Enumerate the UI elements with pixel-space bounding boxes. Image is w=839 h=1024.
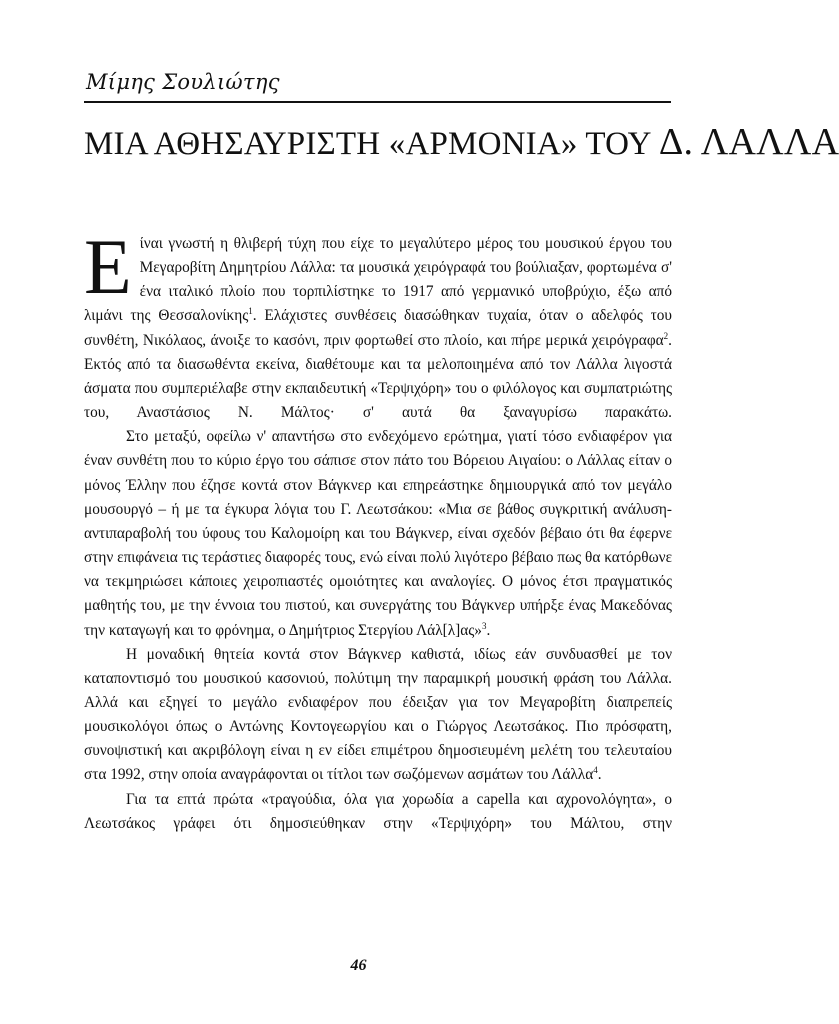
paragraph-text: . Ελάχιστες συνθέσεις διασώθηκαν τυχαία, όταν ο αδελφός του συνθέτη, Νικόλαος, άνοιξε το κασόνι, πριν φορτωθεί στο πλοίο, και πήρε μερικά χειρόγραφα — [84, 307, 672, 349]
paragraph-tail: . — [597, 766, 602, 784]
drop-cap: Ε — [84, 223, 132, 310]
paragraph-4 — [84, 788, 672, 836]
paragraph-text: Για τα επτά πρώτα «τραγούδια, όλα για χορωδία a capella και αχρονολόγητα», ο Λεωτσάκος γράφει ότι δημοσιεύθηκαν στην «Τερψιχόρη» του Μάλτου, στην — [84, 790, 672, 832]
paragraph-text: Η μοναδική θητεία κοντά στον Βάγκνερ καθιστά, ιδίως εάν συνδυασθεί με τον καταποντισμό του μουσικού κασονιού, πολύτιμη την παραμικρή μουσική φράση του Λάλλα. Αλλά και εξηγεί το μεγάλο ενδιαφέρον που έδειξαν για τον Μεγαροβίτη διαπρεπείς μουσικολόγοι όπως ο Αντώνης Κοντογεωργίου και ο Γιώργος Λεωτσάκος. Πιο πρόσφατη, συνοψιστική και ακριβόλογη είναι η εν είδει επιμέτρου δημοσιευμένη μελέτη του τελευταίου στα 1992, στην οποία αναγράφονται οι τίτλοι των σωζόμενων ασμάτων του Λάλλα — [84, 645, 672, 784]
paragraph-1 — [84, 223, 672, 425]
title-name: Δ. ΛΑΛΛΑ — [658, 121, 839, 163]
title-main: ΜΙΑ ΑΘΗΣΑΥΡΙΣΤΗ «ΑΡΜΟΝΙΑ» ΤΟΥ — [84, 126, 651, 162]
footnote-ref: 4 — [593, 765, 598, 776]
footnote-ref: 1 — [248, 306, 253, 317]
paragraph-3 — [84, 643, 672, 788]
paragraph-text: . Εκτός από τα διασωθέντα εκείνα, διαθέτουμε και τα μελοποιημένα από τον Λάλλα λιγοστά άσματα που συμπεριέλαβε στην εκπαιδευτική «Τερψιχόρη» του ο φιλόλογος και συμπατριώτης του, Αναστάσιος Ν. Μάλτος· σ' αυτά θα ξαναγυρίσω παρακάτω. — [84, 331, 672, 422]
paragraph-tail: . — [486, 621, 491, 639]
author-name: Μίμης Σουλιώτης — [86, 70, 280, 94]
footnote-ref: 2 — [663, 330, 669, 341]
paragraph-text: Στο μεταξύ, οφείλω ν' απαντήσω στο ενδεχόμενο ερώτημα, γιατί τόσο ενδιαφέρον για έναν συνθέτη που το κύριο έργο του σάπισε στον πάτο του Βόρειου Αιγαίου: ο Λάλλας είταν ο μόνος Έλλην που έζησε κοντά στον Βάγκνερ και επηρεάστηκε δημιουργικά από τον μεγάλο μουσουργό – ή με τα έγκυρα λόγια του Γ. Λεωτσάκου: «Μια σε βάθος συγκριτική ανάλυση-αντιπαραβολή του ύφους του Καλομοίρη και του Βάγκνερ, είναι σχεδόν βέβαιο ότι θα έφερνε στην επιφάνεια τις τεράστιες διαφορές τους, ενώ είναι πολύ λιγότερο βέβαιο πως θα κατόρθωνε να τεκμηριώσει κάποιες χειροπιαστές ομοιότητες και αναλογίες. Ο μόνος έτσι πραγματικός μαθητής του, με την έννοια του πιστού, και συνεργάτης του Βάγκνερ υπήρξε ένας Μακεδόνας την καταγωγή και το φρόνημα, ο Δημήτριος Στεργίου Λάλ[λ]ας» — [84, 428, 672, 639]
paragraph-text: ίναι γνωστή η θλιβερή τύχη που είχε το μεγαλύτερο μέρος του μουσικού έργου του Μεγαροβίτη Δημητρίου Λάλλα: τα μουσικά χειρόγραφά του βούλιαξαν, φορτωμένα σ' ένα ιταλικό πλοίο που τορπιλίστηκε το 1917 από γερμανικό υποβρύχιο, έξω από λιμάνι της Θεσσαλονίκης — [84, 235, 672, 325]
header-rule — [84, 101, 671, 103]
paragraph-2 — [84, 425, 672, 642]
page-number: 46 — [350, 957, 367, 974]
footnote-ref: 3 — [481, 620, 487, 631]
article-title — [84, 120, 839, 164]
article-body — [84, 223, 672, 836]
